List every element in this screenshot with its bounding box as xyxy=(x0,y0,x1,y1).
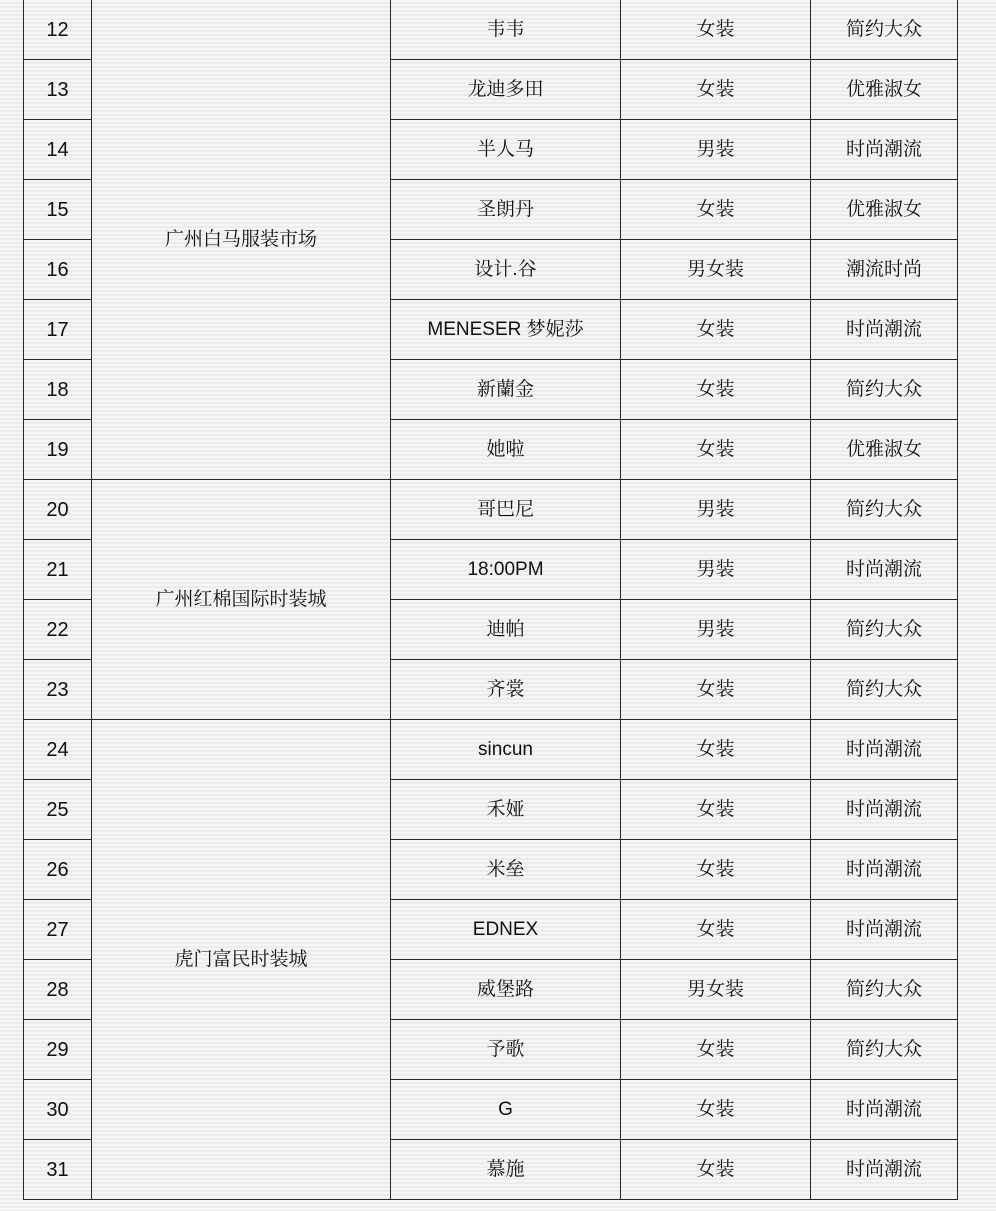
style-cell: 时尚潮流 xyxy=(811,120,958,180)
row-number-cell: 29 xyxy=(24,1020,92,1080)
style-cell: 优雅淑女 xyxy=(811,60,958,120)
table-row xyxy=(24,720,958,780)
brand-cell: 龙迪多田 xyxy=(391,60,621,120)
style-cell: 简约大众 xyxy=(811,480,958,540)
style-cell: 时尚潮流 xyxy=(811,1140,958,1200)
row-number-cell: 15 xyxy=(24,180,92,240)
brand-cell: 圣朗丹 xyxy=(391,180,621,240)
brand-table xyxy=(23,0,958,1200)
category-cell: 女装 xyxy=(621,360,811,420)
style-cell: 简约大众 xyxy=(811,660,958,720)
brand-cell: 设计.谷 xyxy=(391,240,621,300)
style-cell: 时尚潮流 xyxy=(811,1080,958,1140)
row-number-cell: 21 xyxy=(24,540,92,600)
brand-cell: 迪帕 xyxy=(391,600,621,660)
brand-cell: 哥巴尼 xyxy=(391,480,621,540)
category-cell: 女装 xyxy=(621,720,811,780)
brand-cell: 禾娅 xyxy=(391,780,621,840)
style-cell: 时尚潮流 xyxy=(811,780,958,840)
brand-cell: 予歌 xyxy=(391,1020,621,1080)
style-cell: 时尚潮流 xyxy=(811,900,958,960)
brand-cell: 慕施 xyxy=(391,1140,621,1200)
category-cell: 女装 xyxy=(621,300,811,360)
row-number-cell: 30 xyxy=(24,1080,92,1140)
style-cell: 潮流时尚 xyxy=(811,240,958,300)
brand-cell: 米垒 xyxy=(391,840,621,900)
category-cell: 女装 xyxy=(621,1080,811,1140)
category-cell: 女装 xyxy=(621,840,811,900)
brand-table-body xyxy=(24,0,958,1200)
style-cell: 时尚潮流 xyxy=(811,540,958,600)
category-cell: 女装 xyxy=(621,660,811,720)
brand-cell: 18:00PM xyxy=(391,540,621,600)
brand-cell: 她啦 xyxy=(391,420,621,480)
category-cell: 女装 xyxy=(621,1140,811,1200)
row-number-cell: 14 xyxy=(24,120,92,180)
row-number-cell: 19 xyxy=(24,420,92,480)
row-number-cell: 23 xyxy=(24,660,92,720)
row-number-cell: 16 xyxy=(24,240,92,300)
style-cell: 简约大众 xyxy=(811,0,958,60)
row-number-cell: 22 xyxy=(24,600,92,660)
row-number-cell: 24 xyxy=(24,720,92,780)
category-cell: 女装 xyxy=(621,780,811,840)
category-cell: 男装 xyxy=(621,540,811,600)
style-cell: 简约大众 xyxy=(811,600,958,660)
table-row xyxy=(24,0,958,60)
brand-cell: MENESER 梦妮莎 xyxy=(391,300,621,360)
market-cell: 广州白马服装市场 xyxy=(92,0,391,480)
style-cell: 时尚潮流 xyxy=(811,720,958,780)
style-cell: 时尚潮流 xyxy=(811,300,958,360)
market-cell: 广州红棉国际时装城 xyxy=(92,480,391,720)
brand-cell: 半人马 xyxy=(391,120,621,180)
category-cell: 男装 xyxy=(621,600,811,660)
brand-cell: 齐裳 xyxy=(391,660,621,720)
row-number-cell: 13 xyxy=(24,60,92,120)
market-cell: 虎门富民时装城 xyxy=(92,720,391,1200)
style-cell: 优雅淑女 xyxy=(811,180,958,240)
category-cell: 女装 xyxy=(621,1020,811,1080)
row-number-cell: 26 xyxy=(24,840,92,900)
category-cell: 男女装 xyxy=(621,960,811,1020)
category-cell: 男女装 xyxy=(621,240,811,300)
row-number-cell: 31 xyxy=(24,1140,92,1200)
brand-cell: 韦韦 xyxy=(391,0,621,60)
row-number-cell: 28 xyxy=(24,960,92,1020)
category-cell: 男装 xyxy=(621,480,811,540)
category-cell: 男装 xyxy=(621,120,811,180)
category-cell: 女装 xyxy=(621,180,811,240)
category-cell: 女装 xyxy=(621,420,811,480)
row-number-cell: 20 xyxy=(24,480,92,540)
row-number-cell: 17 xyxy=(24,300,92,360)
style-cell: 时尚潮流 xyxy=(811,840,958,900)
row-number-cell: 18 xyxy=(24,360,92,420)
row-number-cell: 27 xyxy=(24,900,92,960)
style-cell: 优雅淑女 xyxy=(811,420,958,480)
table-row xyxy=(24,480,958,540)
style-cell: 简约大众 xyxy=(811,960,958,1020)
category-cell: 女装 xyxy=(621,900,811,960)
style-cell: 简约大众 xyxy=(811,360,958,420)
brand-cell: 新蘭金 xyxy=(391,360,621,420)
brand-cell: 威堡路 xyxy=(391,960,621,1020)
brand-cell: G xyxy=(391,1080,621,1140)
category-cell: 女装 xyxy=(621,0,811,60)
style-cell: 简约大众 xyxy=(811,1020,958,1080)
row-number-cell: 25 xyxy=(24,780,92,840)
brand-cell: EDNEX xyxy=(391,900,621,960)
category-cell: 女装 xyxy=(621,60,811,120)
brand-cell: sincun xyxy=(391,720,621,780)
row-number-cell: 12 xyxy=(24,0,92,60)
